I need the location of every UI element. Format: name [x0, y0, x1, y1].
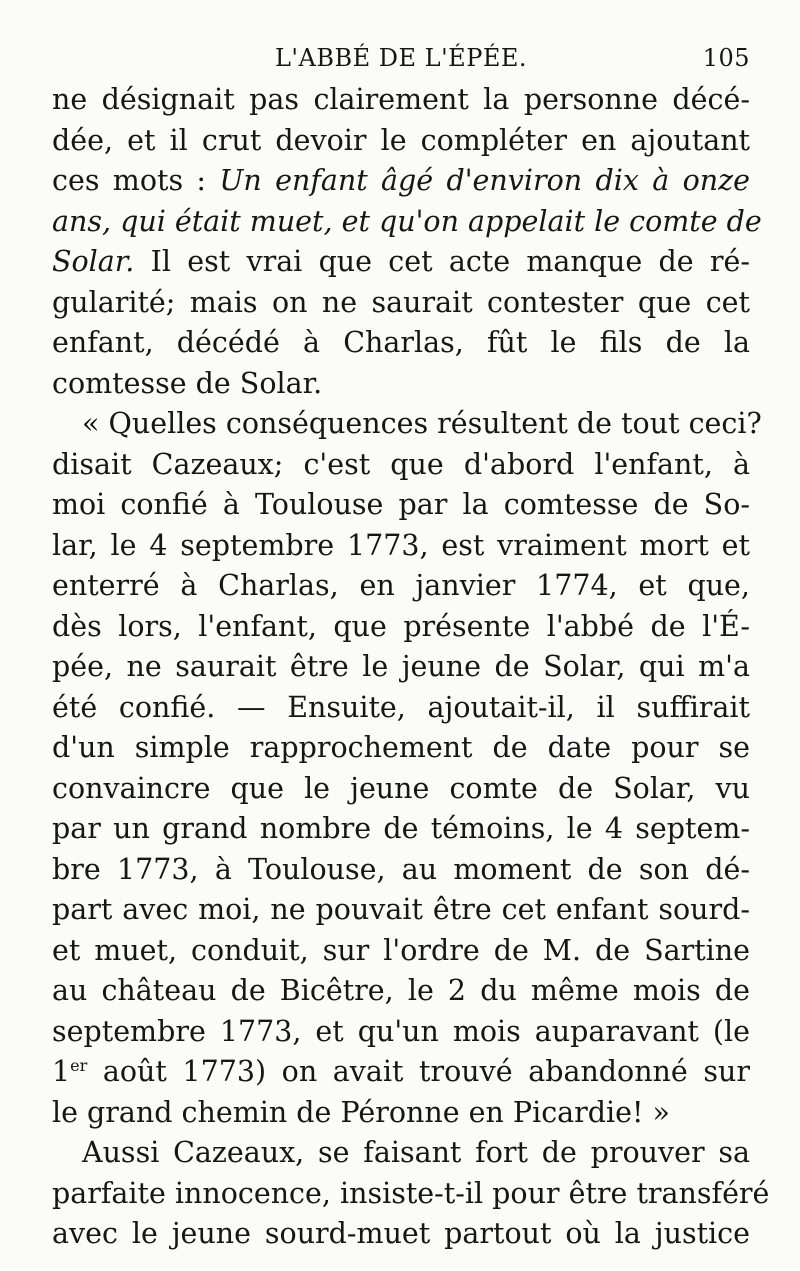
line-text: par un grand nombre de témoins, le 4 septem- — [52, 812, 750, 845]
text-line — [52, 80, 750, 121]
body-text — [52, 80, 770, 1255]
line-italic-text: Solar. — [52, 245, 135, 278]
line-text: enfant, décédé à Charlas, fût le fils de la — [52, 326, 750, 359]
line-text: part avec moi, ne pouvait être cet enfant sourd- — [52, 893, 750, 926]
line-italic-text: ans, qui était muet, et qu'on appelait le comte de — [52, 204, 762, 238]
line-text: moi confié à Toulouse par la comtesse de So- — [52, 488, 750, 521]
line-text: parfaite innocence, insiste-t-il pour être transféré — [52, 1176, 770, 1210]
text-line — [52, 566, 750, 607]
running-header — [52, 44, 750, 78]
line-text: 1 — [52, 1055, 71, 1088]
text-line — [52, 404, 762, 445]
line-text: dès lors, l'enfant, que présente l'abbé de l'É- — [52, 609, 750, 643]
text-line — [52, 647, 750, 688]
line-text: d'un simple rapprochement de date pour se — [52, 731, 750, 764]
line-text: avec le jeune sourd-muet partout où la justice — [52, 1217, 750, 1250]
line-text: le grand chemin de Péronne en Picardie! » — [52, 1095, 670, 1129]
text-line — [52, 283, 750, 324]
line-text: Aussi Cazeaux, se faisant fort de prouver sa — [82, 1136, 750, 1169]
text-line — [52, 769, 750, 810]
text-line — [52, 161, 750, 202]
text-line — [52, 1052, 750, 1093]
line-text: disait Cazeaux; c'est que d'abord l'enfant, à — [52, 447, 750, 481]
line-text: lar, le 4 septembre 1773, est vraiment mort et — [52, 528, 750, 562]
text-line — [52, 607, 750, 648]
line-text: comtesse de Solar. — [52, 366, 323, 400]
text-line — [52, 890, 750, 931]
text-line — [52, 971, 750, 1012]
line-text: enterré à Charlas, en janvier 1774, et que, — [52, 569, 750, 602]
text-line — [52, 121, 750, 162]
text-line — [52, 850, 750, 891]
line-text: ces mots : — [52, 164, 220, 197]
line-text: ne désignait pas clairement la personne décé- — [52, 83, 750, 116]
page-number: 105 — [702, 44, 750, 72]
text-line — [52, 202, 762, 243]
text-line — [52, 1174, 770, 1215]
line-text: et muet, conduit, sur l'ordre de M. de Sartine — [52, 933, 750, 967]
line-text: convaincre que le jeune comte de Solar, vu — [52, 771, 750, 805]
text-line — [52, 688, 750, 729]
line-text: gularité; mais on ne saurait contester que cet — [52, 285, 750, 319]
running-title: L'ABBÉ DE L'ÉPÉE. — [274, 44, 528, 72]
line-italic-text: Un enfant âgé d'environ dix à onze — [219, 164, 750, 197]
line-text: Il est vrai que cet acte manque de ré- — [134, 245, 750, 278]
line-text: août 1773) on avait trouvé abandonné sur — [87, 1055, 750, 1088]
text-line — [52, 485, 750, 526]
text-line — [52, 445, 750, 486]
line-text: bre 1773, à Toulouse, au moment de son dé- — [52, 852, 750, 886]
line-text: « Quelles conséquences résultent de tout ceci? — [82, 407, 762, 440]
text-line — [52, 809, 750, 850]
text-line — [52, 1214, 750, 1255]
superscript: er — [70, 1056, 88, 1075]
line-text: dée, et il crut devoir le compléter en ajoutant — [52, 123, 750, 157]
text-line — [52, 364, 750, 405]
text-line — [52, 728, 750, 769]
text-line — [52, 1093, 750, 1134]
text-line — [52, 323, 750, 364]
text-line — [52, 526, 750, 567]
line-text: septembre 1773, et qu'un mois auparavant (le — [52, 1014, 750, 1048]
line-text: au château de Bicêtre, le 2 du même mois de — [52, 974, 750, 1007]
line-text: été confié. — Ensuite, ajoutait-il, il suffirait — [52, 690, 750, 724]
text-line — [52, 1133, 750, 1174]
line-text: pée, ne saurait être le jeune de Solar, qui m'a — [52, 650, 750, 683]
text-line — [52, 931, 750, 972]
text-line — [52, 242, 750, 283]
text-line — [52, 1012, 750, 1053]
